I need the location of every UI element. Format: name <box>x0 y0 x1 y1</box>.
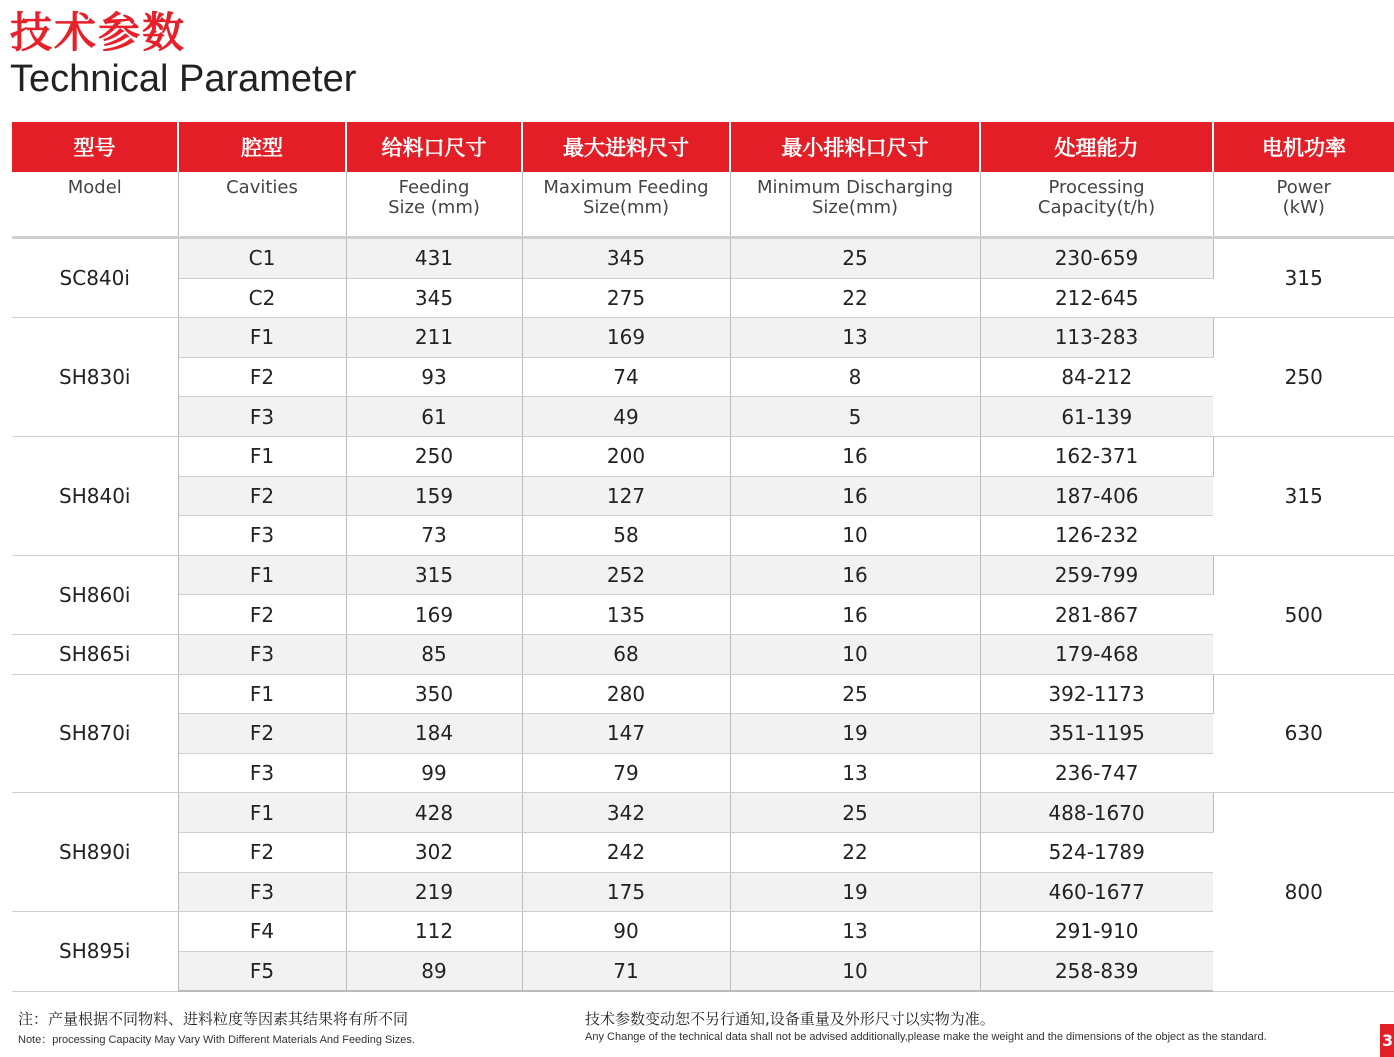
cell-feeding-size: 85 <box>346 634 522 674</box>
cell-cavity: C2 <box>178 278 346 318</box>
cell-cavity: F3 <box>178 753 346 793</box>
cell-cavity: F2 <box>178 832 346 872</box>
cell-feeding-size: 99 <box>346 753 522 793</box>
cell-max-feeding-size: 71 <box>522 951 730 991</box>
cell-max-feeding-size: 175 <box>522 872 730 912</box>
cell-feeding-size: 169 <box>346 595 522 635</box>
cell-cavity: F3 <box>178 397 346 437</box>
col-header-power-cn: 电机功率 <box>1213 122 1394 172</box>
cell-feeding-size: 93 <box>346 357 522 397</box>
col-header-model-en: Model <box>12 172 178 238</box>
cell-model: SH870i <box>12 674 178 793</box>
cell-cavity: F1 <box>178 674 346 714</box>
cell-processing-capacity: 113-283 <box>980 318 1213 358</box>
table-row <box>12 318 1394 358</box>
cell-min-discharging-size: 10 <box>730 516 980 556</box>
cell-min-discharging-size: 16 <box>730 595 980 635</box>
cell-feeding-size: 315 <box>346 555 522 595</box>
cell-max-feeding-size: 169 <box>522 318 730 358</box>
note-left-cn: 注：产量根据不同物料、进料粒度等因素其结果将有所不同 <box>18 1010 409 1028</box>
cell-max-feeding-size: 74 <box>522 357 730 397</box>
cell-feeding-size: 73 <box>346 516 522 556</box>
cell-max-feeding-size: 68 <box>522 634 730 674</box>
table-row <box>12 278 1394 318</box>
cell-processing-capacity: 126-232 <box>980 516 1213 556</box>
cell-feeding-size: 350 <box>346 674 522 714</box>
cell-processing-capacity: 392-1173 <box>980 674 1213 714</box>
col-header-min-discharge-cn: 最小排料口尺寸 <box>730 122 980 172</box>
table-row <box>12 357 1394 397</box>
note-left-en: Note：processing Capacity May Vary With Different Materials And Feeding Sizes. <box>18 1034 415 1046</box>
cell-max-feeding-size: 242 <box>522 832 730 872</box>
cell-min-discharging-size: 16 <box>730 436 980 476</box>
cell-min-discharging-size: 25 <box>730 238 980 279</box>
table-row <box>12 832 1394 872</box>
col-header-max-feed-en: Maximum Feeding Size(mm) <box>522 172 730 238</box>
table-row <box>12 793 1394 833</box>
note-right-cn: 技术参数变动恕不另行通知,设备重量及外形尺寸以实物为准。 <box>585 1010 995 1028</box>
cell-processing-capacity: 61-139 <box>980 397 1213 437</box>
cell-cavity: F2 <box>178 714 346 754</box>
cell-processing-capacity: 179-468 <box>980 634 1213 674</box>
cell-power: 630 <box>1213 674 1394 793</box>
col-header-feeding-en: Feeding Size (mm) <box>346 172 522 238</box>
col-header-feeding-cn: 给料口尺寸 <box>346 122 522 172</box>
table-row <box>12 595 1394 635</box>
cell-min-discharging-size: 16 <box>730 476 980 516</box>
col-header-model-cn: 型号 <box>12 122 178 172</box>
cell-max-feeding-size: 58 <box>522 516 730 556</box>
cell-feeding-size: 159 <box>346 476 522 516</box>
cell-max-feeding-size: 135 <box>522 595 730 635</box>
header-row-cn <box>12 122 1394 172</box>
cell-min-discharging-size: 22 <box>730 832 980 872</box>
col-header-power-en: Power (kW) <box>1213 172 1394 238</box>
cell-cavity: F2 <box>178 476 346 516</box>
cell-model: SH830i <box>12 318 178 437</box>
page-number-tab: 3 <box>1380 1024 1394 1057</box>
cell-cavity: F3 <box>178 872 346 912</box>
cell-min-discharging-size: 10 <box>730 951 980 991</box>
cell-max-feeding-size: 345 <box>522 238 730 279</box>
cell-model: SH840i <box>12 436 178 555</box>
cell-max-feeding-size: 90 <box>522 912 730 952</box>
header-row-en <box>12 172 1394 238</box>
col-header-min-discharge-en: Minimum Discharging Size(mm) <box>730 172 980 238</box>
cell-cavity: F2 <box>178 357 346 397</box>
cell-processing-capacity: 488-1670 <box>980 793 1213 833</box>
cell-processing-capacity: 351-1195 <box>980 714 1213 754</box>
cell-cavity: F2 <box>178 595 346 635</box>
cell-cavity: F1 <box>178 555 346 595</box>
table-row <box>12 476 1394 516</box>
cell-cavity: F5 <box>178 951 346 991</box>
cell-feeding-size: 112 <box>346 912 522 952</box>
cell-processing-capacity: 212-645 <box>980 278 1213 318</box>
cell-min-discharging-size: 13 <box>730 753 980 793</box>
cell-max-feeding-size: 49 <box>522 397 730 437</box>
cell-processing-capacity: 524-1789 <box>980 832 1213 872</box>
cell-feeding-size: 302 <box>346 832 522 872</box>
table-row <box>12 634 1394 674</box>
table-row <box>12 436 1394 476</box>
cell-min-discharging-size: 16 <box>730 555 980 595</box>
table-row <box>12 912 1394 952</box>
cell-feeding-size: 219 <box>346 872 522 912</box>
cell-model: SH895i <box>12 912 178 992</box>
cell-feeding-size: 89 <box>346 951 522 991</box>
cell-feeding-size: 428 <box>346 793 522 833</box>
cell-feeding-size: 61 <box>346 397 522 437</box>
cell-model: SC840i <box>12 238 178 318</box>
table-row <box>12 397 1394 437</box>
table-row <box>12 753 1394 793</box>
cell-power: 800 <box>1213 793 1394 991</box>
table-row <box>12 872 1394 912</box>
cell-min-discharging-size: 13 <box>730 912 980 952</box>
cell-min-discharging-size: 22 <box>730 278 980 318</box>
cell-min-discharging-size: 5 <box>730 397 980 437</box>
cell-min-discharging-size: 25 <box>730 793 980 833</box>
table-row <box>12 951 1394 991</box>
cell-max-feeding-size: 147 <box>522 714 730 754</box>
col-header-capacity-cn: 处理能力 <box>980 122 1213 172</box>
cell-power: 315 <box>1213 436 1394 555</box>
cell-cavity: F3 <box>178 634 346 674</box>
page-title-cn: 技术参数 <box>10 8 187 57</box>
cell-max-feeding-size: 275 <box>522 278 730 318</box>
page-title-en: Technical Parameter <box>10 58 357 100</box>
cell-max-feeding-size: 252 <box>522 555 730 595</box>
cell-model: SH890i <box>12 793 178 912</box>
cell-processing-capacity: 281-867 <box>980 595 1213 635</box>
cell-processing-capacity: 162-371 <box>980 436 1213 476</box>
cell-feeding-size: 250 <box>346 436 522 476</box>
cell-max-feeding-size: 127 <box>522 476 730 516</box>
col-header-max-feed-cn: 最大进料尺寸 <box>522 122 730 172</box>
table-row <box>12 674 1394 714</box>
technical-parameter-table <box>12 122 1394 992</box>
cell-feeding-size: 184 <box>346 714 522 754</box>
cell-processing-capacity: 460-1677 <box>980 872 1213 912</box>
cell-min-discharging-size: 19 <box>730 714 980 754</box>
cell-max-feeding-size: 79 <box>522 753 730 793</box>
cell-cavity: F1 <box>178 318 346 358</box>
cell-cavity: F1 <box>178 436 346 476</box>
cell-feeding-size: 431 <box>346 238 522 279</box>
cell-cavity: F3 <box>178 516 346 556</box>
cell-min-discharging-size: 10 <box>730 634 980 674</box>
cell-cavity: C1 <box>178 238 346 279</box>
cell-min-discharging-size: 19 <box>730 872 980 912</box>
table-row <box>12 516 1394 556</box>
note-left <box>18 1008 415 1047</box>
cell-max-feeding-size: 200 <box>522 436 730 476</box>
cell-cavity: F1 <box>178 793 346 833</box>
note-right-en: Any Change of the technical data shall not be advised additionally,please make the weight and the dimensions of the object as the standard. <box>585 1031 1267 1043</box>
table-body <box>12 238 1394 992</box>
cell-min-discharging-size: 8 <box>730 357 980 397</box>
cell-feeding-size: 211 <box>346 318 522 358</box>
cell-power: 500 <box>1213 555 1394 674</box>
table-row <box>12 555 1394 595</box>
cell-processing-capacity: 259-799 <box>980 555 1213 595</box>
cell-power: 315 <box>1213 238 1394 318</box>
cell-max-feeding-size: 342 <box>522 793 730 833</box>
col-header-cavities-en: Cavities <box>178 172 346 238</box>
col-header-capacity-en: Processing Capacity(t/h) <box>980 172 1213 238</box>
col-header-cavities-cn: 腔型 <box>178 122 346 172</box>
cell-min-discharging-size: 25 <box>730 674 980 714</box>
cell-model: SH860i <box>12 555 178 634</box>
cell-processing-capacity: 291-910 <box>980 912 1213 952</box>
cell-cavity: F4 <box>178 912 346 952</box>
cell-feeding-size: 345 <box>346 278 522 318</box>
cell-processing-capacity: 230-659 <box>980 238 1213 279</box>
note-right <box>585 1008 1267 1043</box>
cell-processing-capacity: 236-747 <box>980 753 1213 793</box>
table-row <box>12 238 1394 279</box>
cell-min-discharging-size: 13 <box>730 318 980 358</box>
cell-model: SH865i <box>12 634 178 674</box>
cell-processing-capacity: 187-406 <box>980 476 1213 516</box>
cell-max-feeding-size: 280 <box>522 674 730 714</box>
table-row <box>12 714 1394 754</box>
cell-power: 250 <box>1213 318 1394 437</box>
cell-processing-capacity: 258-839 <box>980 951 1213 991</box>
cell-processing-capacity: 84-212 <box>980 357 1213 397</box>
